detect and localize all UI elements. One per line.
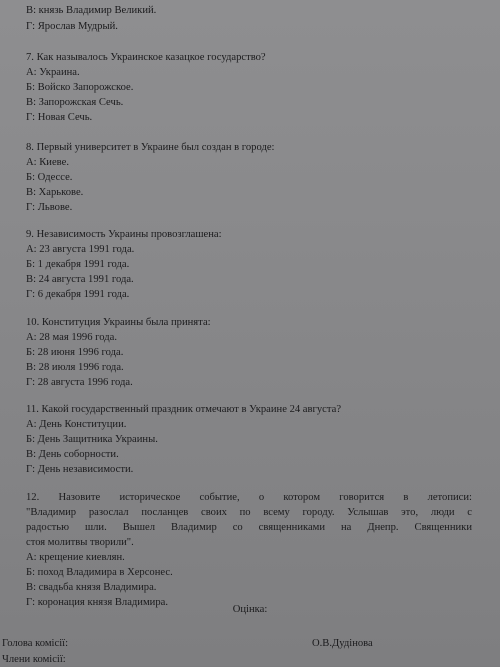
signer-name: О.В.Дудінова [312, 638, 373, 649]
option-12-a: А: крещение киевлян. [26, 552, 125, 563]
option-11-b: Б: День Защитника Украины. [26, 434, 158, 445]
question-9: 9. Независимость Украины провозглашена: [26, 229, 222, 240]
option-7-a: А: Украина. [26, 67, 80, 78]
option-11-v: В: День соборности. [26, 449, 119, 460]
option-9-a: А: 23 августа 1991 года. [26, 244, 135, 255]
question-12-line-2: "Владимир разослал посланцев своих по всему городу. Услышав это, люди с [26, 507, 472, 518]
question-7: 7. Как называлось Украинское казацкое государство? [26, 52, 266, 63]
option-12-b: Б: поход Владимира в Херсонес. [26, 567, 173, 578]
option-8-a: А: Киеве. [26, 157, 69, 168]
option-8-g: Г: Львове. [26, 202, 73, 213]
option-7-b: Б: Войско Запорожское. [26, 82, 134, 93]
grade-label: Оцінка: [232, 604, 268, 615]
option-9-g: Г: 6 декабря 1991 года. [26, 289, 130, 300]
option-7-v: В: Запорожская Сечь. [26, 97, 124, 108]
question-12-line-1: 12. Назовите историческое событие, о котором говорится в летописи: [26, 492, 472, 503]
option-10-b: Б: 28 июня 1996 года. [26, 347, 124, 358]
option-10-g: Г: 28 августа 1996 года. [26, 377, 133, 388]
option-7-g: Г: Новая Сечь. [26, 112, 93, 123]
option-11-g: Г: День независимости. [26, 464, 134, 475]
option-12-g: Г: коронация князя Владимира. [26, 597, 168, 608]
commission-members-label: Члени комісії: [2, 654, 66, 665]
option-top-g: Г: Ярослав Мудрый. [26, 21, 118, 32]
option-8-v: В: Харькове. [26, 187, 84, 198]
question-11: 11. Какой государственный праздник отмечают в Украине 24 августа? [26, 404, 342, 415]
option-9-b: Б: 1 декабря 1991 года. [26, 259, 130, 270]
option-12-v: В: свадьба князя Владимира. [26, 582, 157, 593]
question-12-line-3: радостью шли. Вышел Владимир со священниками на Днепр. Священники [26, 522, 472, 533]
option-11-a: А: День Конституции. [26, 419, 127, 430]
question-10: 10. Конституция Украины была принята: [26, 317, 211, 328]
option-top-v: В: князь Владимир Великий. [26, 5, 157, 16]
commission-chair-label: Голова комісії: [2, 638, 69, 649]
option-10-v: В: 28 июля 1996 года. [26, 362, 124, 373]
question-8: 8. Первый университет в Украине был создан в городе: [26, 142, 275, 153]
option-8-b: Б: Одессе. [26, 172, 73, 183]
option-9-v: В: 24 августа 1991 года. [26, 274, 134, 285]
question-12-line-4: стоя молитвы творили". [26, 537, 134, 548]
option-10-a: А: 28 мая 1996 года. [26, 332, 117, 343]
